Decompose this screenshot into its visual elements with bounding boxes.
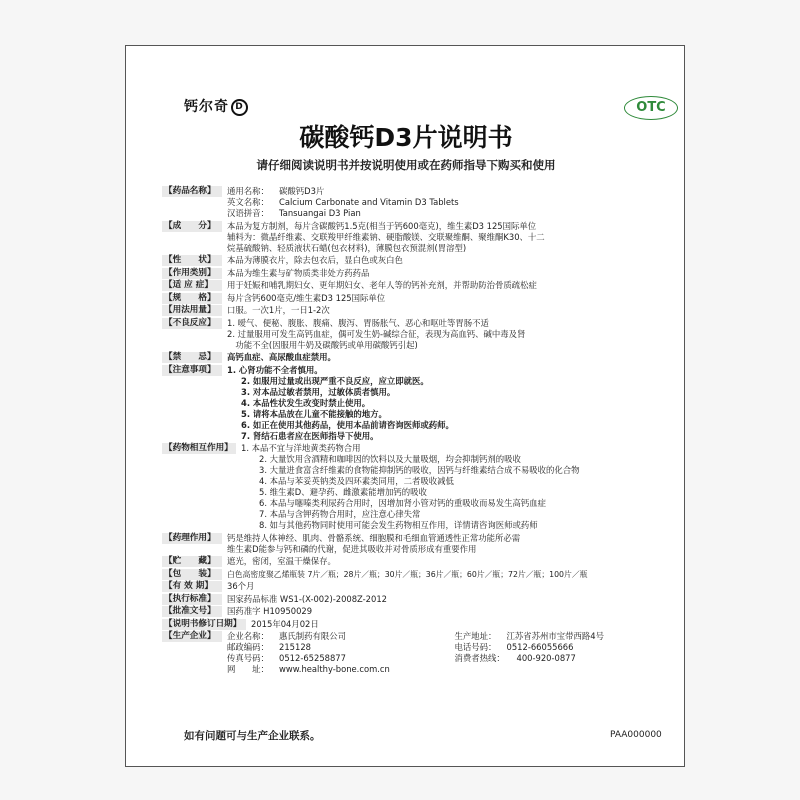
list-item: 8. 如与其他药物同时使用可能会发生药物相互作用，详情请咨询医师或药师 [259, 520, 538, 530]
section-content: 白色高密度聚乙烯瓶装 7片／瓶；28片／瓶；30片／瓶；36片／瓶；60片／瓶；72片／瓶；100片／瓶 [227, 569, 588, 579]
english-name-key: 英文名称： [227, 197, 269, 207]
hotline-key: 消费者热线： [454, 653, 505, 663]
pinyin-key: 汉语拼音： [227, 208, 269, 218]
document-code: PAA000000 [610, 730, 662, 740]
website-value: www.healthy-bone.com.cn [279, 664, 390, 674]
section-spec [162, 293, 682, 304]
text-line: 烷基硫酸钠、轻质液状石蜡(包衣材料)，薄膜包衣预混剂(胃溶型) [227, 242, 467, 253]
section-content: 2015年04月02日 [251, 618, 319, 629]
list-item: 7. 肾结石患者应在医师指导下使用。 [241, 430, 379, 441]
section-pharmacology [162, 533, 682, 555]
section-label: 【说明书修订日期】 [162, 619, 246, 630]
leaflet-sheet [125, 45, 685, 767]
section-label: 【作用类别】 [162, 268, 222, 279]
text-line: 1. 嗳气、便秘、腹胀、腹痛、腹泻、胃肠胀气、恶心和呕吐等胃肠不适 [227, 317, 489, 328]
section-content: 本品为薄膜衣片，除去包衣后，显白色或灰白色 [227, 255, 403, 265]
list-item: 2. 大量饮用含酒精和咖啡因的饮料以及大量吸烟，均会抑制钙剂的吸收 [259, 454, 521, 464]
section-content: 口服。一次1片，一日1-2次 [227, 305, 330, 315]
section-content: 国药准字 H10950029 [227, 606, 313, 616]
english-name-value: Calcium Carbonate and Vitamin D3 Tablets [279, 197, 459, 207]
section-label: 【性 状】 [162, 255, 222, 266]
section-content: 用于妊娠和哺乳期妇女、更年期妇女、老年人等的钙补充剂，并帮助防治骨质疏松症 [227, 280, 537, 290]
section-label: 【贮 藏】 [162, 556, 222, 567]
section-label: 【生产企业】 [162, 631, 222, 642]
section-standard [162, 594, 682, 605]
section-category [162, 268, 682, 279]
generic-name-value: 碳酸钙D3片 [279, 186, 325, 196]
otc-badge: OTC [624, 96, 678, 120]
text-line: 钙是维持人体神经、肌肉、骨骼系统、细胞膜和毛细血管通透性正常功能所必需 [227, 532, 521, 543]
section-label: 【药理作用】 [162, 533, 222, 544]
section-label: 【规 格】 [162, 293, 222, 304]
section-label: 【执行标准】 [162, 594, 222, 605]
section-content [222, 631, 682, 675]
address-key: 生产地址： [454, 631, 497, 641]
phone-key: 电话号码： [454, 642, 497, 652]
list-item: 7. 本品与含钾药物合用时，应注意心律失常 [259, 509, 421, 519]
section-interactions [162, 443, 682, 531]
section-approval [162, 606, 682, 617]
section-package [162, 569, 682, 580]
list-item: 1. 本品不宜与洋地黄类药物合用 [241, 443, 361, 453]
generic-name-key: 通用名称： [227, 186, 269, 196]
section-label: 【适 应 症】 [162, 280, 222, 291]
page-title: 碳酸钙D3片说明书 [299, 123, 513, 152]
fax-value: 0512-65258877 [279, 653, 346, 663]
address-value: 江苏省苏州市宝带西路4号 [506, 631, 604, 641]
text-line: 辅料为：微晶纤维素、交联羧甲纤维素钠、硬脂酸镁、交联聚维酮、聚维酮K30、十二 [227, 231, 545, 242]
section-validity [162, 581, 682, 592]
postcode-value: 215128 [279, 642, 311, 652]
list-item: 5. 维生素D、避孕药、雌激素能增加钙的吸收 [259, 487, 427, 497]
brand-logo [184, 96, 248, 116]
website-key: 网 址： [227, 664, 269, 674]
section-label: 【批准文号】 [162, 606, 222, 617]
section-content: 每片含钙600毫克/维生素D3 125国际单位 [227, 292, 386, 303]
list-item: 4. 本品与苯妥英钠类及四环素类同用，二者吸收减低 [259, 476, 454, 486]
list-item: 3. 大量进食富含纤维素的食物能抑制钙的吸收，因钙与纤维素结合成不易吸收的化合物 [259, 465, 580, 475]
section-content [222, 533, 682, 555]
section-content: 本品为维生素与矿物质类非处方药药品 [227, 267, 370, 278]
company-key: 企业名称： [227, 631, 269, 641]
list-item: 1. 心肾功能不全者慎用。 [227, 364, 323, 375]
text-line: 2. 过量服用可发生高钙血症，偶可发生奶-碱综合征，表现为高血钙、碱中毒及肾 [227, 328, 526, 339]
section-label: 【注意事项】 [162, 365, 222, 376]
section-content [222, 186, 682, 219]
hotline-value: 400-920-0877 [516, 653, 576, 663]
leaflet-body [162, 186, 682, 677]
postcode-key: 邮政编码： [227, 642, 269, 652]
section-adverse-reactions [162, 318, 682, 351]
list-item: 6. 本品与噻嗪类利尿药合用时，因增加肾小管对钙的重吸收而易发生高钙血症 [259, 498, 547, 508]
section-label: 【成 分】 [162, 221, 222, 232]
list-item: 2. 如服用过量或出现严重不良反应，应立即就医。 [241, 375, 429, 386]
section-content [236, 443, 682, 531]
section-label: 【药品名称】 [162, 186, 222, 197]
page-subtitle: 请仔细阅读说明书并按说明使用或在药师指导下购买和使用 [256, 158, 556, 172]
text-line: 功能不全(因服用牛奶及碳酸钙或单用碳酸钙引起) [227, 339, 418, 350]
text-line: 本品为复方制剂，每片含碳酸钙1.5克(相当于钙600毫克)，维生素D3 125国际单位 [227, 220, 537, 231]
section-dosage [162, 305, 682, 316]
section-content [222, 318, 682, 351]
fax-key: 传真号码： [227, 653, 269, 663]
list-item: 5. 请将本品放在儿童不能接触的地方。 [241, 408, 387, 419]
section-storage [162, 556, 682, 567]
section-content [222, 365, 682, 442]
section-content: 国家药品标准 WS1-(X-002)-2008Z-2012 [227, 593, 387, 604]
section-content: 36个月 [227, 581, 255, 591]
text-line: 维生素D能参与钙和磷的代谢，促进其吸收并对骨质形成有重要作用 [227, 543, 477, 554]
section-content: 遮光，密闭，室温干燥保存。 [227, 556, 336, 566]
section-label: 【药物相互作用】 [162, 443, 236, 454]
company-value: 惠氏制药有限公司 [279, 631, 346, 641]
phone-value: 0512-66055666 [506, 642, 574, 652]
section-content: 高钙血症、高尿酸血症禁用。 [227, 352, 336, 362]
section-label: 【包 装】 [162, 569, 222, 580]
section-drug-name [162, 186, 682, 219]
section-ingredients [162, 221, 682, 254]
list-item: 3. 对本品过敏者禁用，过敏体质者慎用。 [241, 386, 396, 397]
section-appearance [162, 255, 682, 266]
list-item: 4. 本品性状发生改变时禁止使用。 [241, 397, 371, 408]
section-label: 【有 效 期】 [162, 581, 222, 592]
section-label: 【禁 忌】 [162, 352, 222, 363]
section-label: 【用法用量】 [162, 305, 222, 316]
section-label: 【不良反应】 [162, 318, 222, 329]
brand-d-mark-icon: D [231, 99, 248, 116]
list-item: 6. 如正在使用其他药品，使用本品前请咨询医师或药师。 [241, 419, 454, 430]
brand-name: 钙尔奇 [184, 99, 229, 115]
section-revision-date [162, 619, 682, 630]
section-indications [162, 280, 682, 291]
section-contraindications [162, 352, 682, 363]
pinyin-value: Tansuangai D3 Pian [279, 208, 361, 218]
section-content [222, 221, 682, 254]
contact-note: 如有问题可与生产企业联系。 [184, 730, 321, 742]
section-manufacturer [162, 631, 682, 675]
section-precautions [162, 365, 682, 442]
